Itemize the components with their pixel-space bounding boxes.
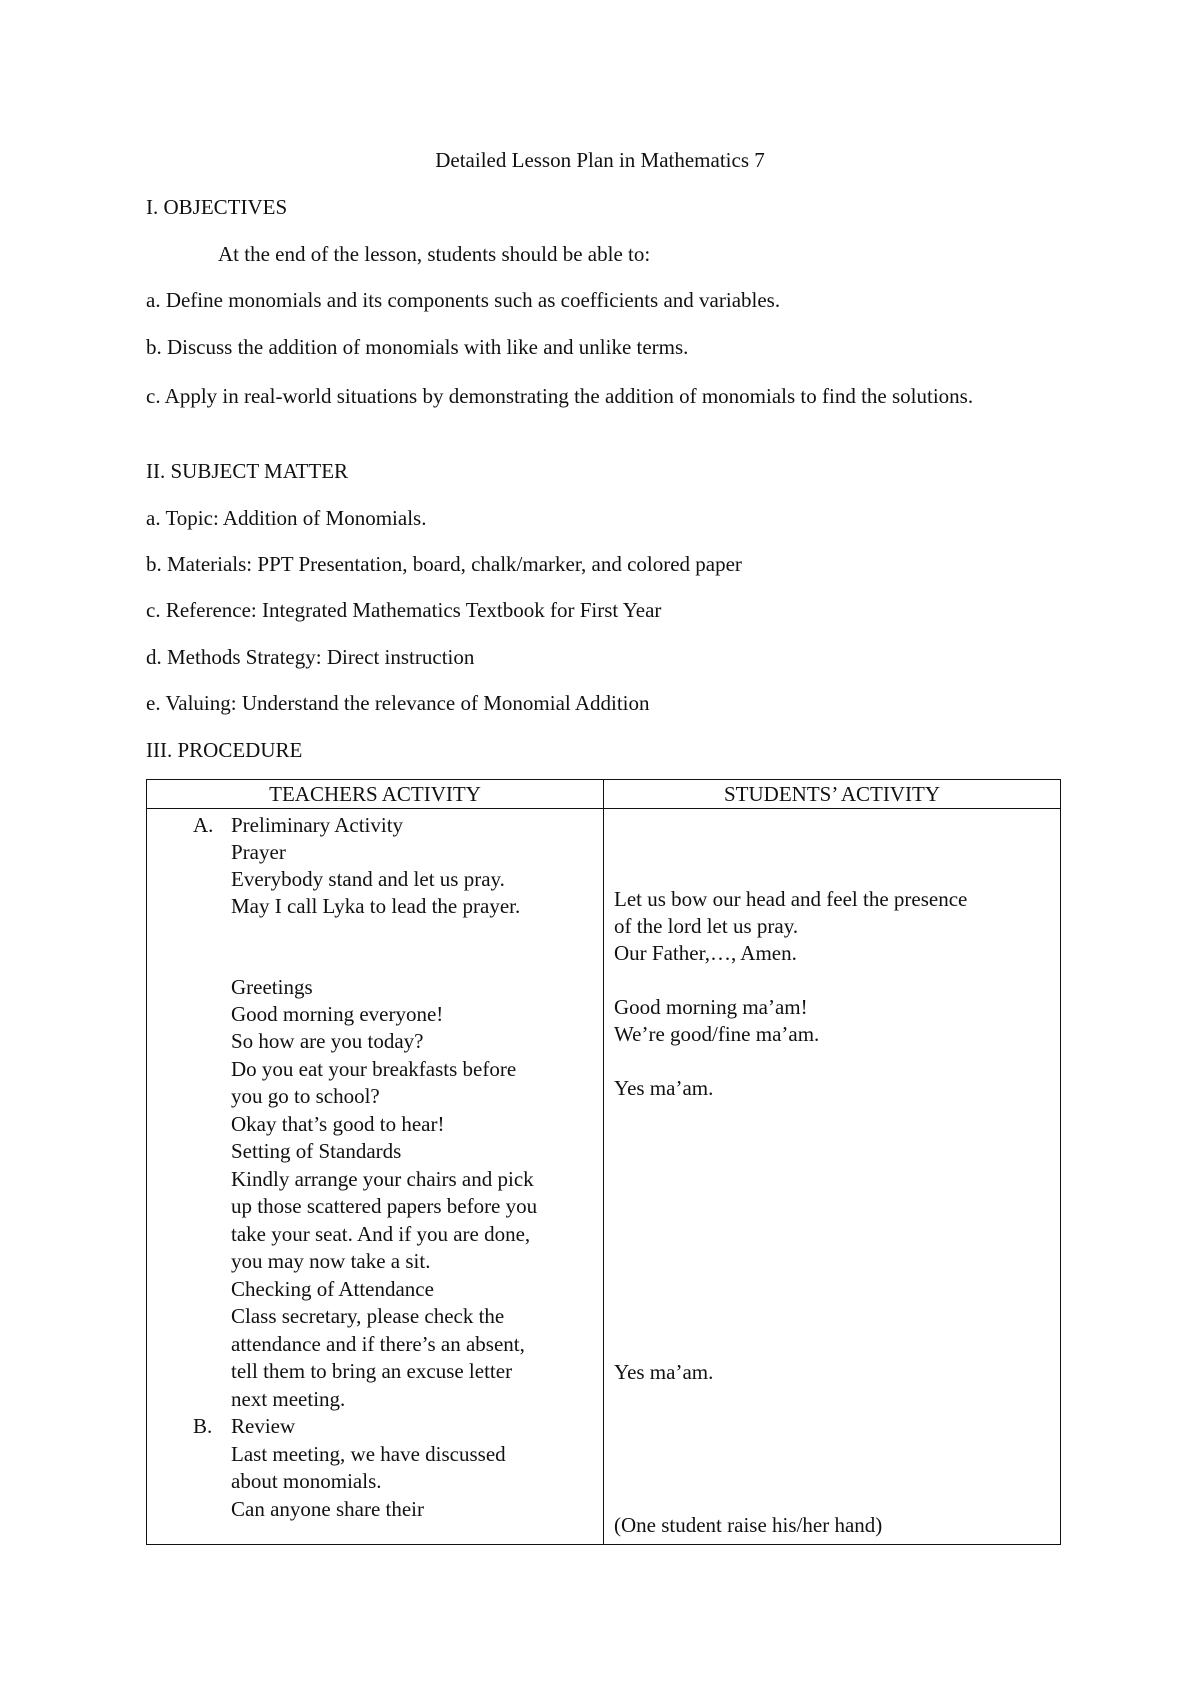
teachers-activity-cell [147, 809, 604, 1545]
subject-matter-item: e. Valuing: Understand the relevance of Monomial Addition [146, 691, 650, 715]
section-marker: A. [193, 813, 214, 837]
student-line: Yes ma’am. [614, 1360, 714, 1384]
teacher-line: Last meeting, we have discussed [231, 1442, 506, 1466]
teacher-line: Class secretary, please check the [231, 1304, 505, 1328]
teacher-line: up those scattered papers before you [231, 1194, 538, 1218]
table-header-row [147, 780, 1061, 809]
student-line: Let us bow our head and feel the presence [614, 887, 968, 911]
section-marker: B. [193, 1414, 213, 1438]
teacher-line: Preliminary Activity [231, 813, 404, 837]
teacher-line: Good morning everyone! [231, 1002, 444, 1026]
teacher-line: Kindly arrange your chairs and pick [231, 1167, 534, 1191]
teacher-line: Checking of Attendance [231, 1277, 434, 1301]
student-line: Our Father,…, Amen. [614, 941, 797, 965]
teacher-line: May I call Lyka to lead the prayer. [231, 894, 521, 918]
teacher-line: Everybody stand and let us pray. [231, 867, 505, 891]
teacher-line: next meeting. [231, 1387, 346, 1411]
student-line: Good morning ma’am! [614, 995, 808, 1019]
subject-matter-heading: II. SUBJECT MATTER [146, 459, 349, 483]
teacher-line: take your seat. And if you are done, [231, 1222, 531, 1246]
procedure-table [146, 779, 1061, 1545]
objective-item: b. Discuss the addition of monomials with like and unlike terms. [146, 335, 689, 359]
teacher-line: Greetings [231, 975, 313, 999]
teacher-line: Review [231, 1414, 296, 1438]
subject-matter-item: c. Reference: Integrated Mathematics Textbook for First Year [146, 598, 662, 622]
teacher-line: attendance and if there’s an absent, [231, 1332, 525, 1356]
page-title: Detailed Lesson Plan in Mathematics 7 [435, 148, 765, 172]
subject-matter-item: a. Topic: Addition of Monomials. [146, 506, 427, 530]
teacher-line: Okay that’s good to hear! [231, 1112, 445, 1136]
teacher-line: Prayer [231, 840, 286, 864]
student-line: Yes ma’am. [614, 1076, 714, 1100]
teacher-line: you may now take a sit. [231, 1249, 431, 1273]
procedure-heading: III. PROCEDURE [146, 738, 303, 762]
student-line: of the lord let us pray. [614, 914, 799, 938]
teacher-line: So how are you today? [231, 1029, 424, 1053]
teacher-line: Setting of Standards [231, 1139, 402, 1163]
teacher-line: tell them to bring an excuse letter [231, 1359, 513, 1383]
table-row [147, 809, 1061, 1545]
teacher-line: you go to school? [231, 1084, 380, 1108]
objectives-heading: I. OBJECTIVES [146, 195, 288, 219]
objectives-intro: At the end of the lesson, students should be able to: [218, 242, 651, 266]
subject-matter-item: d. Methods Strategy: Direct instruction [146, 645, 475, 669]
teacher-line: Can anyone share their [231, 1497, 425, 1521]
students-activity-cell [604, 809, 1061, 1545]
teacher-line: about monomials. [231, 1469, 382, 1493]
teachers-activity-header: TEACHERS ACTIVITY [147, 780, 604, 809]
student-line: We’re good/fine ma’am. [614, 1022, 820, 1046]
student-line: (One student raise his/her hand) [614, 1513, 883, 1537]
objective-item: a. Define monomials and its components such as coefficients and variables. [146, 288, 781, 312]
students-activity-header: STUDENTS’ ACTIVITY [604, 780, 1061, 809]
subject-matter-item: b. Materials: PPT Presentation, board, chalk/marker, and colored paper [146, 552, 742, 576]
objective-item: c. Apply in real-world situations by demonstrating the addition of monomials to find the solutions. [146, 384, 974, 408]
teacher-line: Do you eat your breakfasts before [231, 1057, 517, 1081]
